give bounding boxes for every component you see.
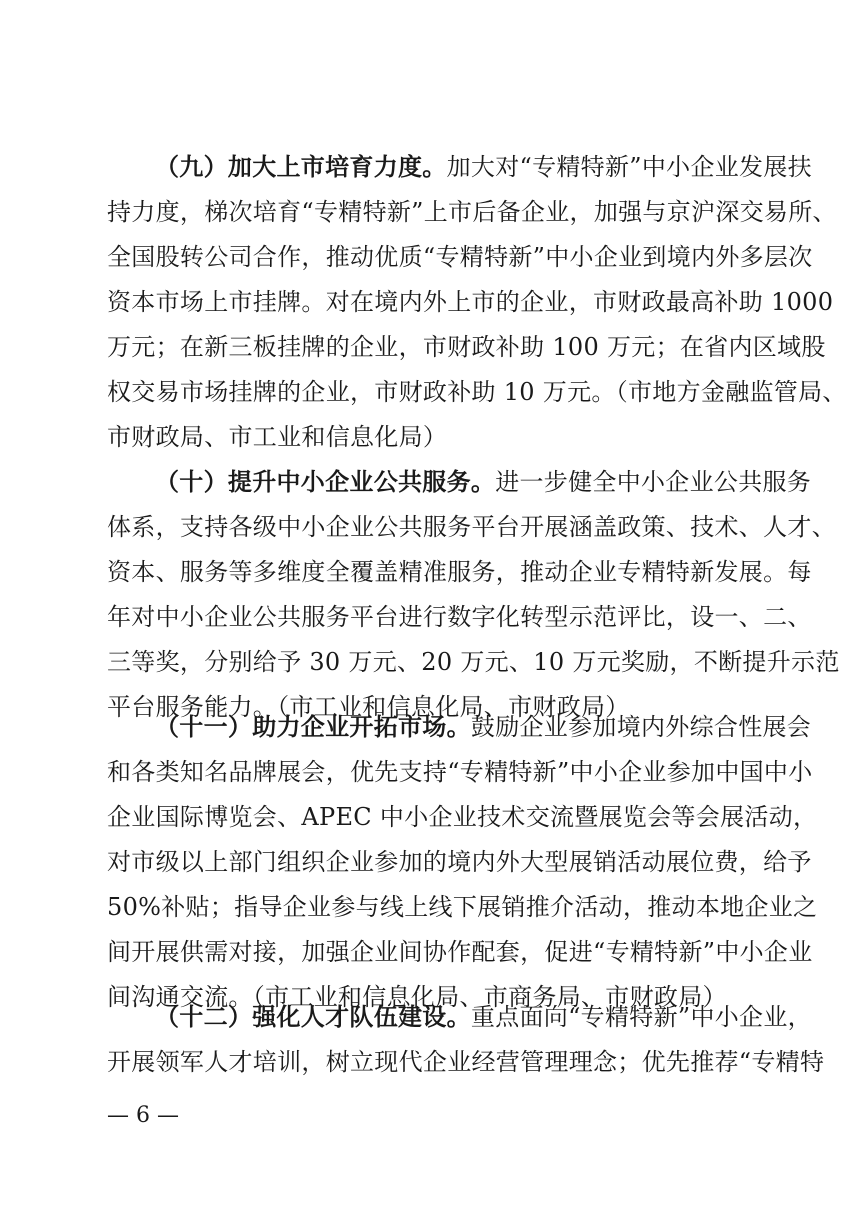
paragraph-10-line-2: 体系，支持各级中小企业公共服务平台开展涵盖政策、技术、人才、: [107, 513, 836, 541]
paragraph-10-heading: （十）提升中小企业公共服务。: [155, 468, 496, 496]
paragraph-9-line-1: [155, 145, 812, 189]
paragraph-11-text: 鼓励企业参加境内外综合性展会: [470, 713, 812, 741]
paragraph-10-line-4: 年对中小企业公共服务平台进行数字化转型示范评比，设一、二、: [107, 603, 812, 631]
paragraph-11-heading: （十一）助力企业开拓市场。: [155, 713, 471, 741]
paragraph-10-text: 进一步健全中小企业公共服务: [495, 468, 812, 496]
paragraph-10-line-1: [155, 460, 812, 504]
paragraph-9-line-6: 权交易市场挂牌的企业，市财政补助 10 万元。（市地方金融监管局、: [107, 378, 847, 406]
paragraph-9-line-7: 市财政局、市工业和信息化局）: [107, 423, 448, 451]
paragraph-10-line-6: 平台服务能力。（市工业和信息化局、市财政局）: [107, 693, 630, 721]
paragraph-11-line-1: [155, 705, 812, 749]
paragraph-11-line-3: 企业国际博览会、APEC 中小企业技术交流暨展览会等会展活动，: [107, 803, 818, 831]
paragraph-11-line-5: 50%补贴；指导企业参与线上线下展销推介活动，推动本地企业之: [107, 893, 818, 921]
paragraph-11-line-2: 和各类知名品牌展会，优先支持“专精特新”中小企业参加中国中小: [107, 758, 813, 786]
paragraph-11-line-7: 间沟通交流。（市工业和信息化局、市商务局、市财政局）: [107, 983, 727, 1011]
paragraph-12-text: 重点面向“专精特新”中小企业，: [470, 1003, 812, 1031]
paragraph-9-line-3: 全国股转公司合作，推动优质“专精特新”中小企业到境内外多层次: [107, 243, 813, 271]
paragraph-11-line-6: 间开展供需对接，加强企业间协作配套，促进“专精特新”中小企业: [107, 938, 813, 966]
paragraph-12-heading: （十二）强化人才队伍建设。: [155, 1003, 471, 1031]
paragraph-12-line-1: [155, 995, 812, 1039]
paragraph-10-line-5: 三等奖，分别给予 30 万元、20 万元、10 万元奖励，不断提升示范: [107, 648, 840, 676]
paragraph-10-line-3: 资本、服务等多维度全覆盖精准服务，推动企业专精特新发展。每: [107, 558, 812, 586]
paragraph-12-line-2: 开展领军人才培训，树立现代企业经营管理理念；优先推荐“专精特: [107, 1048, 825, 1076]
paragraph-9-line-4: 资本市场上市挂牌。对在境内外上市的企业，市财政最高补助 1000: [107, 288, 834, 316]
paragraph-9-line-2: 持力度，梯次培育“专精特新”上市后备企业，加强与京沪深交易所、: [107, 198, 837, 226]
page-number: — 6 —: [107, 1103, 179, 1128]
paragraph-9-text: 加大对“专精特新”中小企业发展扶: [446, 153, 812, 181]
paragraph-9-heading: （九）加大上市培育力度。: [155, 153, 447, 181]
paragraph-9-line-5: 万元；在新三板挂牌的企业，市财政补助 100 万元；在省内区域股: [107, 333, 826, 361]
paragraph-11-line-4: 对市级以上部门组织企业参加的境内外大型展销活动展位费，给予: [107, 848, 812, 876]
